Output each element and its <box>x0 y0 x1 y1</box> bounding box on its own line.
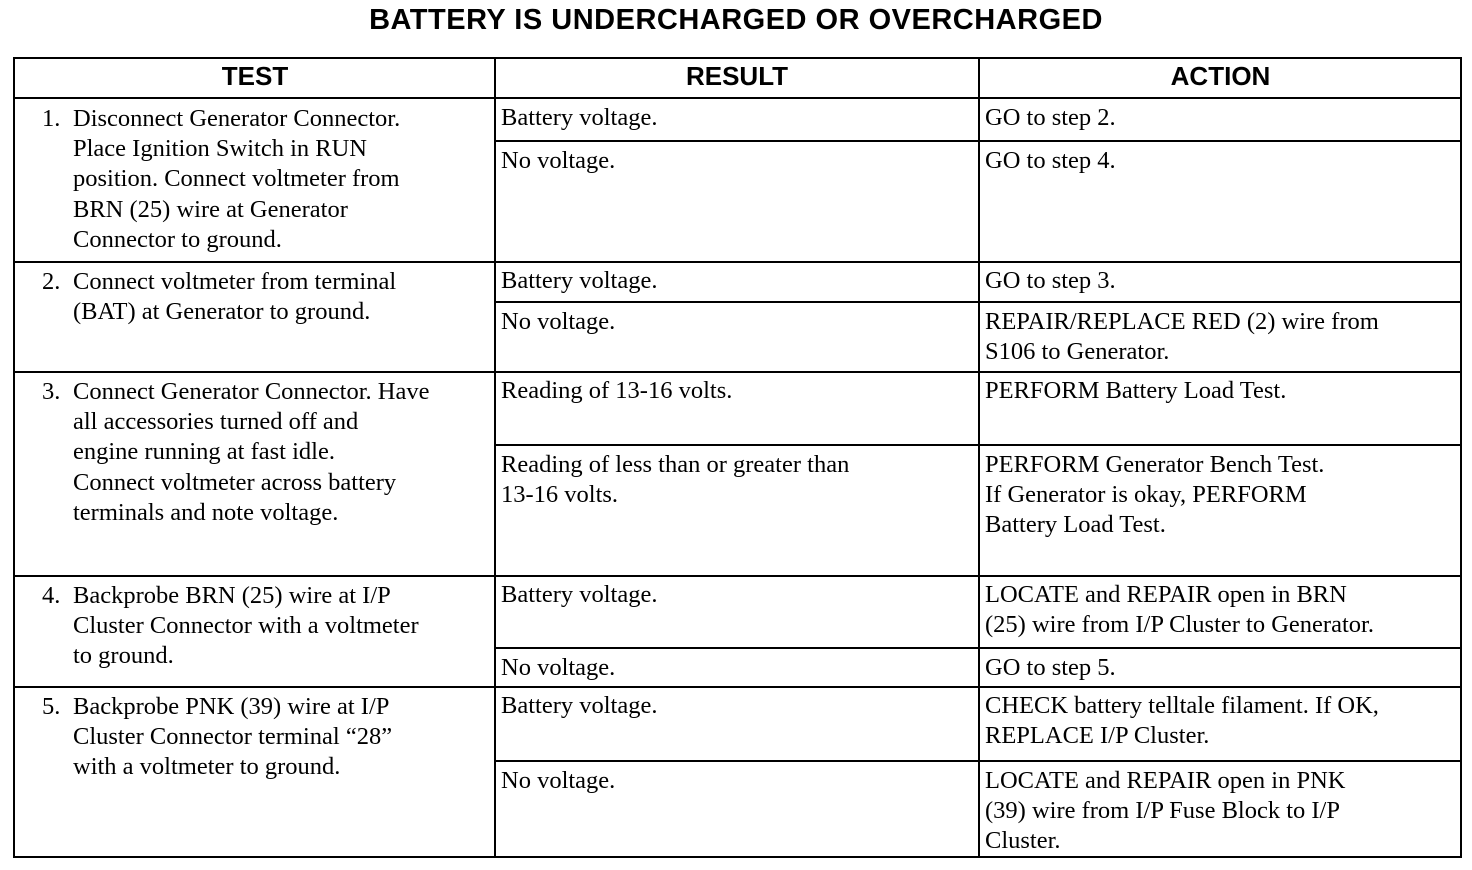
action-cell-line: GO to step 4. <box>985 147 1116 174</box>
row-divider <box>13 371 1462 373</box>
action-cell-line: LOCATE and REPAIR open in BRN <box>985 581 1347 608</box>
action-cell-line: (39) wire from I/P Fuse Block to I/P <box>985 797 1340 825</box>
action-cell-line: REPAIR/REPLACE RED (2) wire from <box>985 308 1379 335</box>
test-cell-line: Connect Generator Connector. Have <box>73 378 430 405</box>
result-cell-line: No voltage. <box>501 767 616 794</box>
test-cell-line: to ground. <box>73 642 174 670</box>
action-cell-line: CHECK battery telltale filament. If OK, <box>985 692 1379 719</box>
step-number: 4. <box>42 582 61 609</box>
action-cell <box>985 307 1379 367</box>
row-divider <box>13 575 1462 577</box>
step-number: 5. <box>42 693 61 720</box>
result-cell <box>501 450 849 510</box>
result-cell-line: No voltage. <box>501 147 616 174</box>
action-cell-line: If Generator is okay, PERFORM <box>985 481 1307 509</box>
action-cell <box>985 691 1379 751</box>
row-divider <box>13 686 1462 688</box>
test-cell-line: Backprobe BRN (25) wire at I/P <box>73 582 391 609</box>
step-number: 1. <box>42 105 61 132</box>
result-cell <box>501 691 657 721</box>
result-cell <box>501 146 615 176</box>
test-cell <box>73 581 419 672</box>
test-cell <box>73 104 400 255</box>
action-cell-line: (25) wire from I/P Cluster to Generator. <box>985 611 1374 639</box>
row-divider <box>13 261 1462 263</box>
row-divider <box>494 444 1462 446</box>
action-cell-line: GO to step 2. <box>985 104 1116 131</box>
action-cell <box>985 103 1116 133</box>
row-divider <box>494 760 1462 762</box>
action-cell-line: PERFORM Generator Bench Test. <box>985 451 1325 478</box>
result-cell-line: Battery voltage. <box>501 104 658 131</box>
test-cell <box>73 377 429 528</box>
test-cell-line: (BAT) at Generator to ground. <box>73 298 371 326</box>
action-cell-line: S106 to Generator. <box>985 338 1170 366</box>
test-cell-line: engine running at fast idle. <box>73 438 335 466</box>
test-cell-line: Backprobe PNK (39) wire at I/P <box>73 693 390 720</box>
result-cell <box>501 653 615 683</box>
result-cell <box>501 766 615 796</box>
action-cell-line: Cluster. <box>985 827 1061 855</box>
result-cell <box>501 376 732 406</box>
action-cell-line: GO to step 3. <box>985 267 1116 294</box>
action-cell-line: Battery Load Test. <box>985 511 1166 539</box>
test-cell-line: Connector to ground. <box>73 225 282 253</box>
test-cell-line: Connect voltmeter across battery <box>73 468 397 496</box>
test-cell-line: position. Connect voltmeter from <box>73 165 400 193</box>
result-cell-line: Battery voltage. <box>501 692 658 719</box>
test-cell-line: terminals and note voltage. <box>73 498 339 526</box>
test-cell <box>73 692 392 783</box>
action-cell <box>985 653 1116 683</box>
action-cell <box>985 580 1374 640</box>
column-divider <box>978 57 980 858</box>
result-cell-line: Battery voltage. <box>501 267 658 294</box>
header-test: TEST <box>221 61 289 91</box>
action-cell-line: GO to step 5. <box>985 654 1116 681</box>
column-divider <box>494 57 496 858</box>
test-cell-line: Cluster Connector terminal “28” <box>73 723 393 751</box>
result-cell-line: No voltage. <box>501 308 616 335</box>
test-cell-line: Disconnect Generator Connector. <box>73 105 401 132</box>
result-cell <box>501 580 657 610</box>
result-cell <box>501 307 615 337</box>
result-cell-line: 13-16 volts. <box>501 481 619 509</box>
result-cell <box>501 266 657 296</box>
action-cell <box>985 376 1286 406</box>
action-cell <box>985 146 1116 176</box>
result-cell-line: Reading of 13-16 volts. <box>501 377 733 404</box>
test-cell-line: Connect voltmeter from terminal <box>73 268 397 295</box>
test-cell-line: BRN (25) wire at Generator <box>73 195 348 223</box>
action-cell <box>985 766 1345 857</box>
result-cell-line: Reading of less than or greater than <box>501 451 850 478</box>
result-cell <box>501 103 657 133</box>
row-divider <box>13 97 1462 99</box>
header-action: ACTION <box>1170 61 1271 91</box>
test-cell-line: all accessories turned off and <box>73 408 359 436</box>
test-cell <box>73 267 396 327</box>
page-title: BATTERY IS UNDERCHARGED OR OVERCHARGED <box>369 4 1103 36</box>
row-divider <box>494 140 1462 142</box>
step-number: 2. <box>42 268 61 295</box>
action-cell-line: PERFORM Battery Load Test. <box>985 377 1287 404</box>
header-result: RESULT <box>685 61 789 91</box>
test-cell-line: Cluster Connector with a voltmeter <box>73 612 419 640</box>
test-cell-line: with a voltmeter to ground. <box>73 753 341 781</box>
action-cell <box>985 450 1324 541</box>
action-cell-line: LOCATE and REPAIR open in PNK <box>985 767 1346 794</box>
row-divider <box>494 647 1462 649</box>
result-cell-line: Battery voltage. <box>501 581 658 608</box>
test-cell-line: Place Ignition Switch in RUN <box>73 135 367 163</box>
action-cell-line: REPLACE I/P Cluster. <box>985 722 1210 750</box>
row-divider <box>494 301 1462 303</box>
step-number: 3. <box>42 378 61 405</box>
action-cell <box>985 266 1116 296</box>
result-cell-line: No voltage. <box>501 654 616 681</box>
